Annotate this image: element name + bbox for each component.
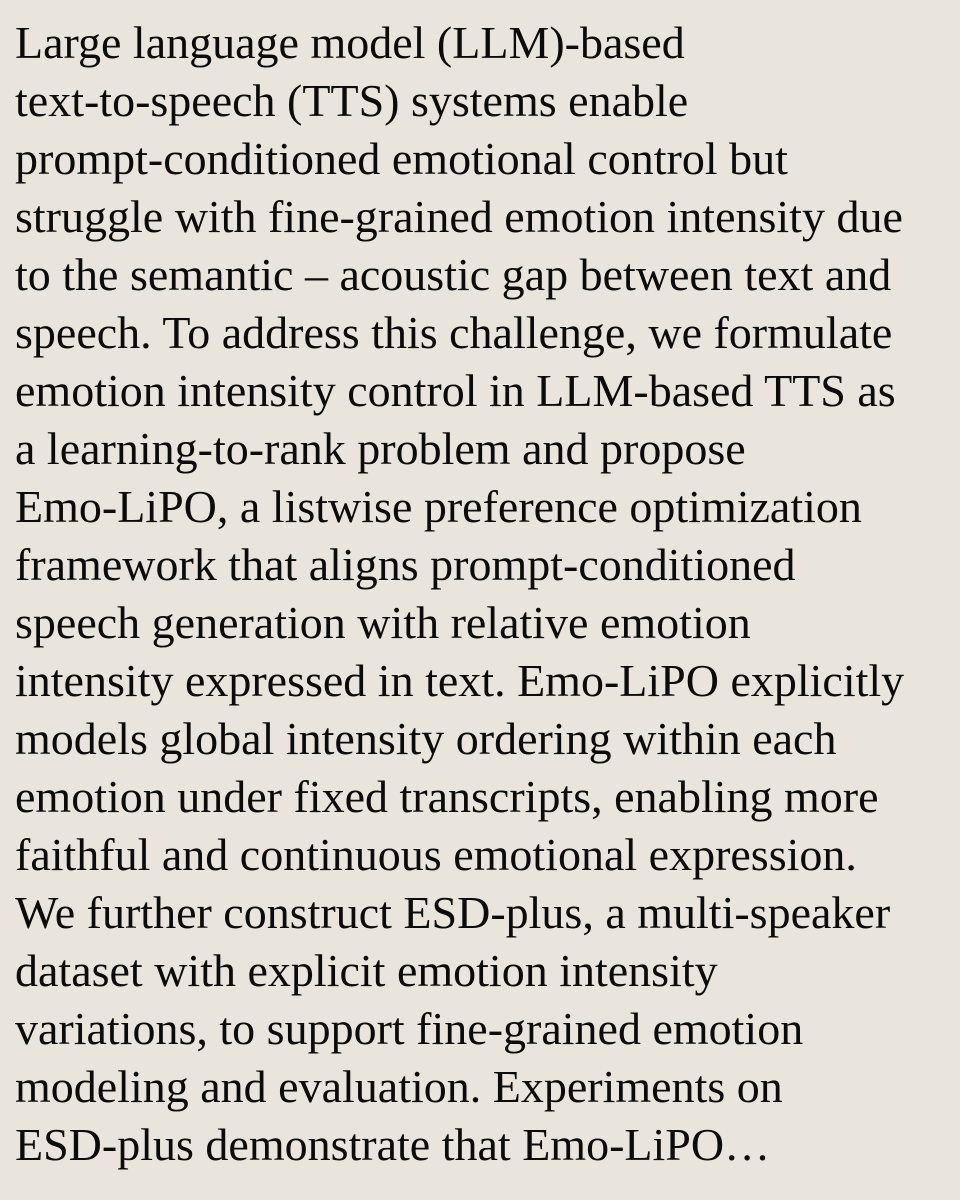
abstract-paragraph — [15, 14, 946, 1174]
abstract-line: prompt-conditioned emotional control but — [15, 133, 788, 184]
abstract-line: speech generation with relative emotion — [15, 597, 751, 648]
abstract-line: dataset with explicit emotion intensity — [15, 945, 718, 996]
abstract-line: Large language model (LLM)-based — [15, 17, 685, 68]
abstract-line: emotion intensity control in LLM-based TTS as — [15, 365, 896, 416]
abstract-line: variations, to support fine-grained emotion — [15, 1003, 804, 1054]
abstract-line: intensity expressed in text. Emo-LiPO explicitly — [15, 655, 905, 706]
abstract-line: Emo-LiPO, a listwise preference optimization — [15, 481, 862, 532]
abstract-line: framework that aligns prompt-conditioned — [15, 539, 796, 590]
abstract-line: text-to-speech (TTS) systems enable — [15, 75, 689, 126]
abstract-line: struggle with fine-grained emotion intensity due — [15, 191, 903, 242]
abstract-line: emotion under fixed transcripts, enabling more — [15, 771, 879, 822]
abstract-line: We further construct ESD-plus, a multi-speaker — [15, 887, 891, 938]
abstract-line: faithful and continuous emotional expression. — [15, 829, 857, 880]
abstract-line: ESD-plus demonstrate that Emo-LiPO… — [15, 1119, 771, 1170]
abstract-line: modeling and evaluation. Experiments on — [15, 1061, 783, 1112]
abstract-line: models global intensity ordering within each — [15, 713, 837, 764]
abstract-line: a learning-to-rank problem and propose — [15, 423, 746, 474]
abstract-line: speech. To address this challenge, we formulate — [15, 307, 893, 358]
abstract-line: to the semantic – acoustic gap between text and — [15, 249, 892, 300]
